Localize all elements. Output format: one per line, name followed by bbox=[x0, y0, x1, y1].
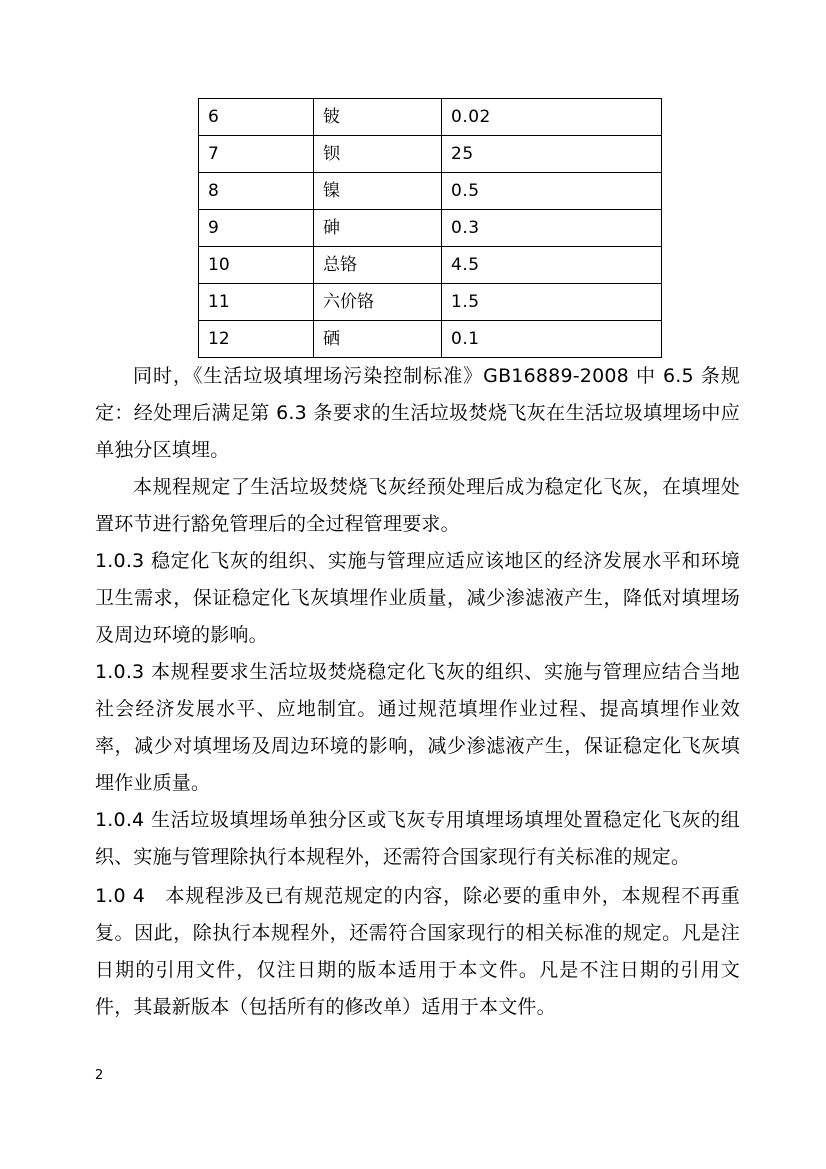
paragraph-6: 1.0 4 本规程涉及已有规范规定的内容，除必要的重申外，本规程不再重复。因此，除执行本规程外，还需符合国家现行的相关标准的规定。凡是注日期的引用文件，仅注日期的版本适用于本文件。凡是不注日期的引用文件，其最新版本（包括所有的修改单）适用于本文件。 bbox=[95, 885, 740, 1018]
cell-index: 8 bbox=[199, 173, 314, 210]
table-row bbox=[199, 99, 662, 136]
cell-name: 砷 bbox=[314, 210, 442, 247]
cell-value: 0.3 bbox=[442, 210, 662, 247]
table-row bbox=[199, 284, 662, 321]
cell-value: 1.5 bbox=[442, 284, 662, 321]
cell-index: 12 bbox=[199, 321, 314, 358]
cell-name: 六价铬 bbox=[314, 284, 442, 321]
table-row bbox=[199, 321, 662, 358]
cell-name: 总铬 bbox=[314, 247, 442, 284]
cell-name: 硒 bbox=[314, 321, 442, 358]
cell-index: 7 bbox=[199, 136, 314, 173]
cell-name: 铍 bbox=[314, 99, 442, 136]
table-row bbox=[199, 173, 662, 210]
table-row bbox=[199, 247, 662, 284]
cell-value: 0.02 bbox=[442, 99, 662, 136]
paragraph-3: 1.0.3 稳定化飞灰的组织、实施与管理应适应该地区的经济发展水平和环境卫生需求，保证稳定化飞灰填埋作业质量，减少渗滤液产生，降低对填埋场及周边环境的影响。 bbox=[95, 550, 740, 646]
paragraph-4: 1.0.3 本规程要求生活垃圾焚烧稳定化飞灰的组织、实施与管理应结合当地社会经济发展水平、应地制宜。通过规范填埋作业过程、提高填埋作业效率，减少对填埋场及周边环境的影响，减少渗滤液产生，保证稳定化飞灰填埋作业质量。 bbox=[95, 661, 740, 794]
cell-value: 0.1 bbox=[442, 321, 662, 358]
table-row bbox=[199, 136, 662, 173]
pollutant-limits-table bbox=[198, 98, 662, 358]
cell-value: 0.5 bbox=[442, 173, 662, 210]
cell-value: 4.5 bbox=[442, 247, 662, 284]
paragraph-5: 1.0.4 生活垃圾填埋场单独分区或飞灰专用填埋场填埋处置稳定化飞灰的组织、实施与管理除执行本规程外，还需符合国家现行有关标准的规定。 bbox=[95, 809, 740, 868]
cell-value: 25 bbox=[442, 136, 662, 173]
paragraph-2: 本规程规定了生活垃圾焚烧飞灰经预处理后成为稳定化飞灰，在填埋处置环节进行豁免管理后的全过程管理要求。 bbox=[95, 476, 740, 535]
cell-index: 9 bbox=[199, 210, 314, 247]
paragraph-1: 同时，《生活垃圾填埋场污染控制标准》GB16889-2008 中 6.5 条规定：经处理后满足第 6.3 条要求的生活垃圾焚烧飞灰在生活垃圾填埋场中应单独分区填埋。 bbox=[95, 365, 740, 461]
table-row bbox=[199, 210, 662, 247]
cell-index: 10 bbox=[199, 247, 314, 284]
cell-name: 镍 bbox=[314, 173, 442, 210]
page-number: 2 bbox=[95, 1068, 104, 1083]
table-body bbox=[199, 99, 662, 358]
cell-name: 钡 bbox=[314, 136, 442, 173]
cell-index: 6 bbox=[199, 99, 314, 136]
body-text bbox=[95, 358, 740, 1026]
cell-index: 11 bbox=[199, 284, 314, 321]
